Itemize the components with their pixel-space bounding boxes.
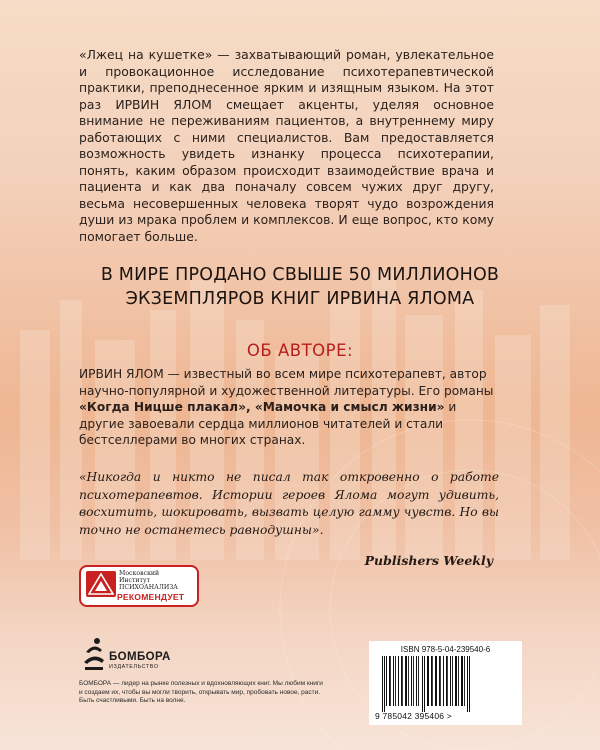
institute-name <box>119 570 195 591</box>
about-author-intro: ИРВИН ЯЛОМ — известный во всем мире психотерапевт, автор научно-популярной и художественной литературы. Его романы <box>79 367 494 398</box>
publisher-description: БОМБОРА — лидер на рынке полезных и вдохновляющих книг. Мы любим книги и создаем их, чтобы вы могли творить, открывать мир, пробовать новое, расти. Быть счастливыми. Быть на волне. <box>79 680 323 705</box>
barcode-bar <box>458 656 459 706</box>
barcode-bar <box>464 656 465 706</box>
barcode-bar <box>413 656 414 706</box>
barcode-bar <box>422 656 423 712</box>
review-source: Publishers Weekly <box>364 553 493 568</box>
book-title-when-nietzsche-wept: «Когда Ницше плакал» <box>79 400 246 414</box>
barcode-bar <box>467 656 468 712</box>
recommendation-badge <box>79 565 199 607</box>
book-title-separator: , <box>245 400 255 414</box>
institute-logo-icon <box>86 571 116 597</box>
barcode-bar <box>411 656 412 706</box>
barcode-bar <box>452 656 453 706</box>
barcode-bar <box>386 656 387 706</box>
sales-headline-line-1: В МИРЕ ПРОДАНО СВЫШЕ 50 МИЛЛИОНОВ <box>100 265 500 285</box>
barcode-bar <box>439 656 441 706</box>
barcode-bar <box>389 656 391 706</box>
review-quote: «Никогда и никто не писал так откровенно о работе психотерапевтов. Истории героев Ялома могут удивить, восхитить, шокировать, вызвать целую гамму чувств. Но вы точно не останетесь равнодушны». <box>79 470 499 537</box>
barcode-digits: 9 785042 395406 > <box>375 711 452 721</box>
sales-headline-line-2: ЭКЗЕМПЛЯРОВ КНИГ ИРВИНА ЯЛОМА <box>125 289 475 309</box>
barcode-bar <box>382 656 383 712</box>
barcode-bar <box>408 656 409 706</box>
book-title-momma-and-meaning: «Мамочка и смысл жизни» <box>254 400 445 414</box>
barcode-bar <box>461 656 463 706</box>
sales-headline <box>60 263 540 311</box>
barcode-bar <box>427 656 429 706</box>
about-author-outro: и другие завоевали сердца миллионов читателей и стали бестселлерами во многих странах. <box>79 400 457 447</box>
isbn-label: ISBN 978-5-04-239540-6 <box>400 645 491 654</box>
institute-name-line-3: ПСИХОАНАЛИЗА <box>119 584 178 591</box>
barcode-bar <box>384 656 385 712</box>
about-author-title: ОБ АВТОРЕ: <box>246 341 354 360</box>
barcode-bar <box>455 656 457 706</box>
isbn-barcode-box <box>369 641 522 725</box>
barcode-bar <box>398 656 399 706</box>
barcode <box>378 656 512 712</box>
barcode-bar <box>395 656 396 706</box>
barcode-bar <box>443 656 444 706</box>
about-author-text <box>79 366 499 449</box>
institute-name-line-2: Институт <box>119 577 151 584</box>
barcode-bar <box>469 656 470 712</box>
barcode-bar <box>446 656 448 706</box>
barcode-bar <box>431 656 433 706</box>
barcode-bar <box>401 656 403 706</box>
book-description: «Лжец на кушетке» — захватывающий роман, увлекательное и провокационное исследование психотерапевтической практики, преподнесенное ярким и изящным языком. На этот раз ИРВИН ЯЛОМ смещает акценты, уделяя основное внимание не переживаниям пациентов, а внутреннему миру работающих с ними специалистов. Вам предоставляется возможность увидеть изнанку процесса психотерапии, понять, каким образом происходит взаимодействие врача и пациента и как два поначалу совсем чужих друг другу, весьма несовершенных человека творят чудо возрождения души из мрака проблем и комплексов. И еще вопрос, кто кому помогает больше. <box>79 47 494 244</box>
barcode-bar <box>450 656 451 706</box>
publisher-name: БОМБОРА <box>109 651 171 663</box>
recommends-label: РЕКОМЕНДУЕТ <box>117 592 185 602</box>
barcode-bar <box>424 656 425 712</box>
barcode-bar <box>393 656 394 706</box>
bombora-logo-icon <box>82 636 106 672</box>
publisher-subtitle: ИЗДАТЕЛЬСТВО <box>109 664 159 670</box>
barcode-bar <box>405 656 407 706</box>
barcode-bar <box>418 656 419 706</box>
barcode-bar <box>416 656 417 706</box>
institute-name-line-1: Московский <box>119 570 160 577</box>
barcode-bar <box>435 656 437 706</box>
